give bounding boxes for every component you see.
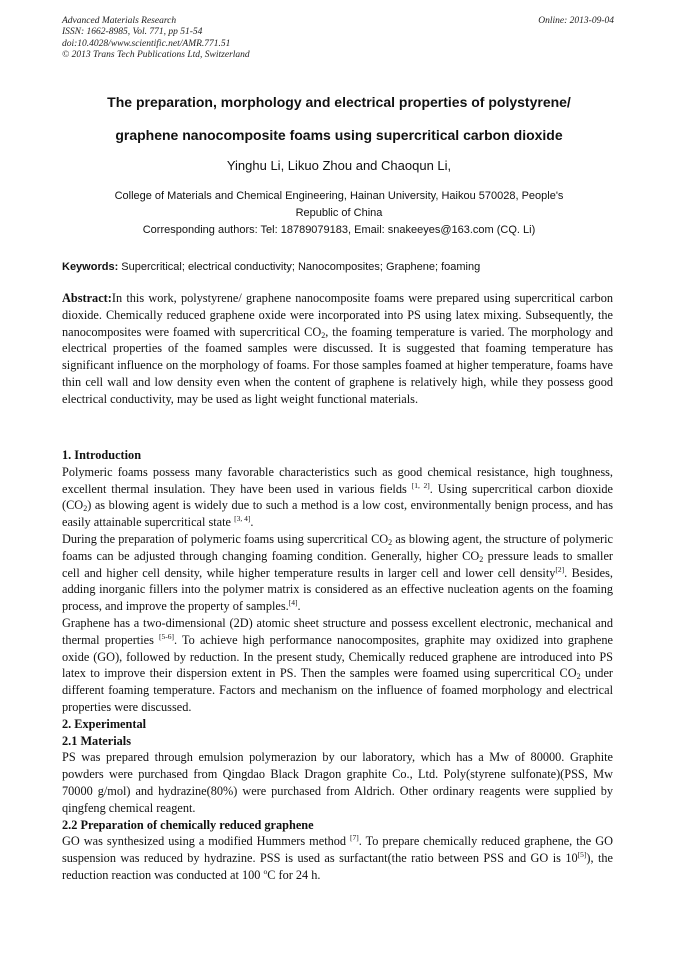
abstract-text-2: , the foaming temperature is varied. The morphology and electrical properties of the foamed samples were discussed. It is suggested that foaming temperature has significant influence on the morphology of foams. For those samples foamed at higher temperature, foams have thin cell wall and low density even when the content of graphene is relatively high, while they possess good electrical conductivity, may be used as light weight functional materials. bbox=[62, 324, 613, 406]
text-run: ), the reduction reaction was conducted at 100 bbox=[62, 851, 613, 882]
citation: [1, 2] bbox=[411, 480, 430, 490]
text-run: under different foaming temperature. Factors and mechanism on the influence of foamed morphology and electrical properties were discussed. bbox=[62, 666, 613, 714]
abstract-label: Abstract: bbox=[62, 291, 112, 305]
degree-symbol: o bbox=[263, 866, 268, 876]
affiliation-line-2: Republic of China bbox=[295, 207, 383, 219]
affiliation-line-1: College of Materials and Chemical Engineering, Hainan University, Haikou 570028, People's bbox=[114, 190, 564, 202]
issn-line: ISSN: 1662-8985, Vol. 771, pp 51-54 bbox=[62, 27, 203, 38]
subscript: 2 bbox=[576, 672, 581, 682]
keywords bbox=[62, 261, 622, 273]
online-date: Online: 2013-09-04 bbox=[538, 16, 614, 26]
intro-paragraph-1 bbox=[62, 464, 613, 531]
text-run: . Using supercritical carbon dioxide (CO bbox=[62, 481, 613, 513]
intro-paragraph-2 bbox=[62, 531, 613, 615]
doi-line: doi:10.4028/www.scientific.net/AMR.771.51 bbox=[62, 38, 231, 49]
text-run: as blowing agent, the structure of polymeric foams can be adjusted through changing foaming condition. Generally, higher CO bbox=[62, 531, 613, 563]
author-list: Yinghu Li, Likuo Zhou and Chaoqun Li, bbox=[226, 158, 452, 173]
subscript: 2 bbox=[321, 330, 326, 340]
materials-paragraph: PS was prepared through emulsion polymerazion by our laboratory, which has a Mw of 80000. Graphite powders were purchased from Qingdao Black Dragon graphite Co., Ltd. Poly(styrene sulfonate)(PSS, Mw 70000 g/mol) and hydrazine(80%) were purchased from Aldrich. Other ordinary reagents were supplied by qingfeng chemical reagent. bbox=[62, 750, 613, 815]
title-line-1: The preparation, morphology and electrical properties of polystyrene/ bbox=[107, 94, 571, 110]
text-run: . To achieve high performance nanocomposites, graphite may oxidized into graphene oxide (GO), followed by reduction. In the present study, Chemically reduced graphene are introduced into PS latex to improve their dispersion extent in PS. Then the samples were foamed using supercritical CO bbox=[62, 632, 613, 681]
citation: [5] bbox=[577, 850, 587, 860]
text-run: Graphene has a two-dimensional (2D) atomic sheet structure and possess excellent electronic, mechanical and thermal properties bbox=[62, 615, 613, 647]
text-run: C for 24 h. bbox=[267, 867, 321, 882]
abstract-text-1: In this work, polystyrene/ graphene nanocomposite foams were prepared using supercritical carbon dioxide. Chemically reduced graphene oxide were incorporated into PS using latex mixing. Subsequently, the nanocomposites were foamed with supercritical CO bbox=[62, 291, 613, 339]
preparation-paragraph bbox=[62, 833, 613, 883]
keywords-text: Supercritical; electrical conductivity; Nanocomposites; Graphene; foaming bbox=[118, 261, 481, 273]
citation: [4] bbox=[288, 598, 298, 608]
subsection-heading-materials: 2.1 Materials bbox=[62, 733, 131, 748]
subsection-heading-preparation: 2.2 Preparation of chemically reduced graphene bbox=[62, 817, 314, 832]
text-run: ) as blowing agent is widely due to such a method is a low cost, environmentally benign process, and has easily attainable supercritical state bbox=[62, 498, 613, 530]
abstract-paragraph bbox=[62, 290, 613, 408]
corresponding-author: Corresponding authors: Tel: 18789079183, Email: snakeeyes@163.com (CQ. Li) bbox=[142, 224, 536, 236]
section-heading-experimental: 2. Experimental bbox=[62, 716, 147, 731]
citation: [5-6] bbox=[159, 631, 175, 641]
text-run: During the preparation of polymeric foams using supercritical CO bbox=[62, 531, 389, 546]
text-run: . bbox=[250, 515, 254, 530]
title-line-2: graphene nanocomposite foams using supercritical carbon dioxide bbox=[115, 127, 563, 143]
text-run: . Besides, adding inorganic fillers into the polymer matrix is considered as an effective nucleation agents on the foaming process, and improve the property of samples. bbox=[62, 565, 613, 614]
main-body bbox=[62, 447, 613, 884]
text-run: . bbox=[297, 599, 301, 614]
journal-header bbox=[62, 16, 250, 61]
subscript: 2 bbox=[83, 504, 88, 514]
journal-name: Advanced Materials Research bbox=[62, 16, 177, 26]
keywords-label: Keywords: bbox=[62, 261, 119, 273]
citation: [7] bbox=[350, 833, 359, 843]
text-run: pressure leads to smaller cell and higher cell density, while higher temperature results in larger cell and lower cell density bbox=[62, 548, 614, 580]
section-heading-introduction: 1. Introduction bbox=[62, 448, 142, 462]
abstract bbox=[62, 290, 613, 408]
subscript: 2 bbox=[388, 537, 393, 547]
text-run: Polymeric foams possess many favorable characteristics such as good chemical resistance, high toughness, excellent thermal insulation. They have been used in various fields bbox=[62, 464, 613, 496]
citation: [2] bbox=[555, 564, 565, 574]
text-run: . To prepare chemically reduced graphene, the GO suspension was reduced by hydrazine. PSS is used as surfactant(the ratio between PSS and GO is 10 bbox=[62, 834, 614, 866]
intro-paragraph-3 bbox=[62, 615, 613, 716]
citation: [3, 4] bbox=[234, 514, 251, 524]
copyright-line: © 2013 Trans Tech Publications Ltd, Switzerland bbox=[62, 49, 250, 60]
affiliation bbox=[72, 188, 606, 239]
text-run: GO was synthesized using a modified Hummers method bbox=[62, 834, 351, 849]
subscript: 2 bbox=[479, 554, 484, 564]
